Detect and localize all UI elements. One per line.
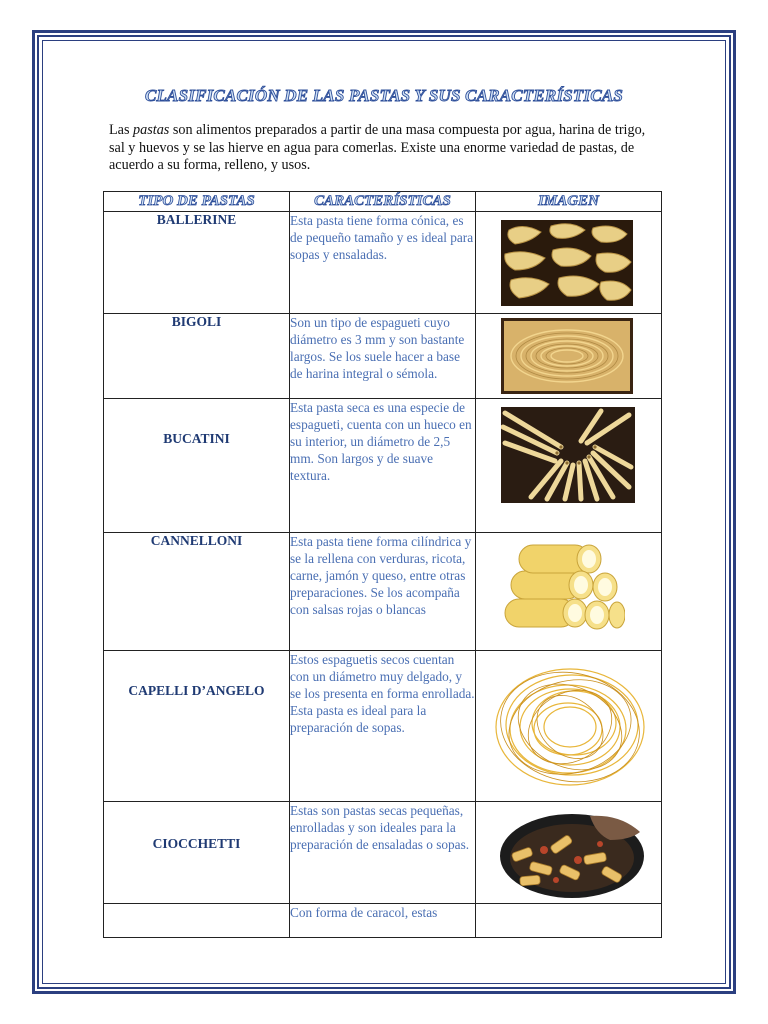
table-row [104,212,662,314]
intro-text-end: son alimentos preparados a partir de una masa compuesta por agua, harina de trigo, sal y huevos y se las hierve en agua para comerlas. Existe una enorme variedad de pastas, de acuerdo a su forma, relleno, y usos. [109,122,646,173]
table-row [104,904,662,938]
pasta-description: Estas son pastas secas pequeñas, enrolladas y son ideales para la preparación de ensaladas o sopas. [290,802,476,904]
header-imagen: IMAGEN [476,192,662,212]
pasta-description: Con forma de caracol, estas [290,904,476,938]
pasta-image-cell [476,904,662,938]
table-row [104,802,662,904]
intro-text-start: Las [109,122,134,138]
document-title: CLASIFICACIÓN DE LAS PASTAS Y SUS CARACTERÍSTICAS [144,86,624,105]
pasta-name: CAPELLI D’ANGELO [104,651,290,802]
intro-paragraph [109,122,661,175]
pasta-description: Esta pasta seca es una especie de espagueti, cuenta con un hueco en su interior, un diámetro de 2,5 mm. Son largos y de suave textura. [290,399,476,533]
pasta-name [104,904,290,938]
pasta-table [103,191,662,938]
capelli-dangelo-pasta-photo [490,663,650,791]
header-tipo: TIPO DE PASTAS [104,192,290,212]
pasta-image-cell [476,314,662,399]
table-row [104,399,662,533]
pasta-description: Esta pasta tiene forma cónica, es de pequeño tamaño y es ideal para sopas y ensaladas. [290,212,476,314]
pasta-description: Estos espaguetis secos cuentan con un diámetro muy delgado, y se los presenta en forma enrollada. Esta pasta es ideal para la preparación de sopas. [290,651,476,802]
pasta-image-cell [476,802,662,904]
pasta-image-cell [476,651,662,802]
cannelloni-pasta-photo [501,543,625,635]
intro-emphasis: pastas [133,122,170,138]
table-row [104,314,662,399]
ballerine-pasta-photo [501,220,633,306]
pasta-name: BIGOLI [104,314,290,399]
table-header-row [104,192,662,212]
pasta-description: Esta pasta tiene forma cilíndrica y se la rellena con verduras, ricota, carne, jamón y queso, entre otras preparaciones. Se los acompaña con salsas rojas o blancas [290,533,476,651]
pasta-description: Son un tipo de espagueti cuyo diámetro es 3 mm y son bastante largos. Se los suele hacer a base de harina integral o sémola. [290,314,476,399]
pasta-name: BALLERINE [104,212,290,314]
pasta-image-cell [476,533,662,651]
table-row [104,651,662,802]
pasta-image-cell [476,212,662,314]
pasta-name: CIOCCHETTI [104,802,290,904]
pasta-name: CANNELLONI [104,533,290,651]
header-caracteristicas: CARACTERÍSTICAS [290,192,476,212]
bigoli-pasta-photo [501,318,633,394]
pasta-image-cell [476,399,662,533]
ciocchetti-pasta-photo [500,810,644,898]
pasta-name: BUCATINI [104,399,290,533]
bucatini-pasta-photo [501,407,635,503]
table-row [104,533,662,651]
